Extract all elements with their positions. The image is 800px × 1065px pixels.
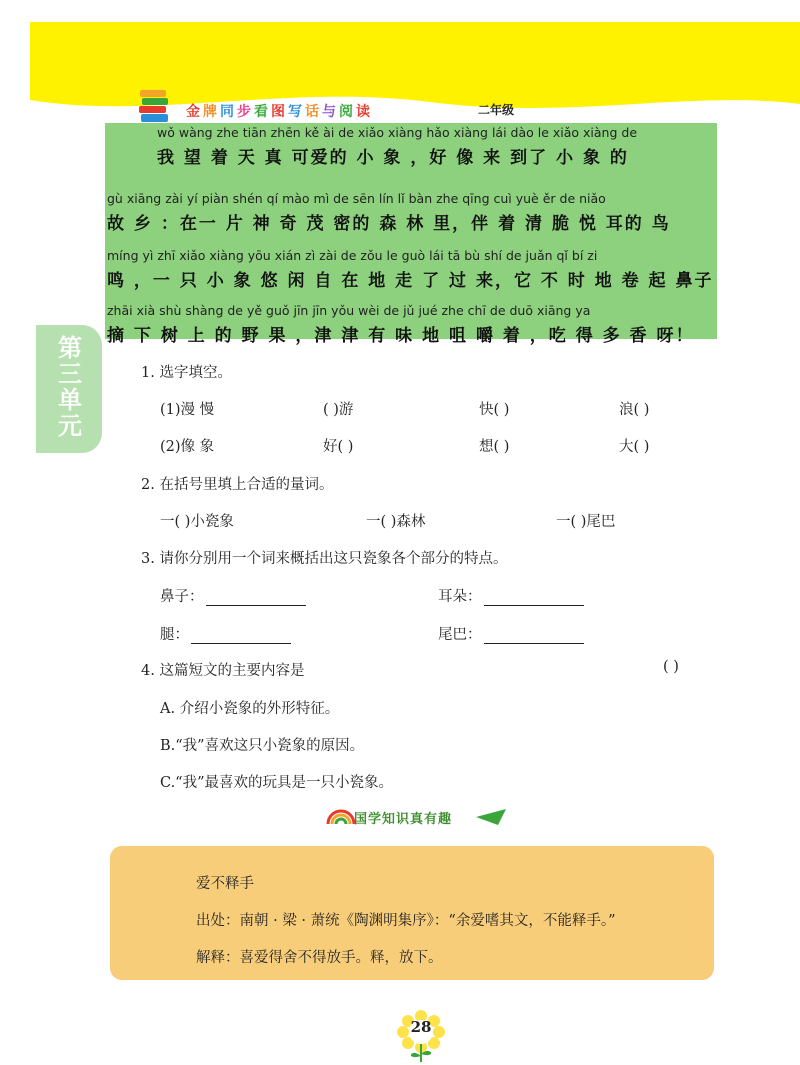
reading-passage [105,123,717,346]
hanzi-line-2: 故 乡 ：在一 片 神 奇 茂 密的 森 林 里，伴 着 清 脆 悦 耳的 鸟 [107,214,671,234]
question-4-title: 4. 这篇短文的主要内容是 [141,663,305,679]
q3-field-ears-line[interactable] [484,591,584,606]
pinyin-line-3: míng yì zhī xiǎo xiàng yōu xián zì zài de zǒu le guò lái tā bù shí de juǎn qǐ bí zi [107,248,598,263]
page-number: 28 [410,1018,432,1036]
q3-field-tail-line[interactable] [484,629,584,644]
q3-field-legs-label: 腿： [160,627,189,643]
series-title-char: 看 [254,104,271,120]
question-2-title: 2. 在括号里填上合适的量词。 [141,477,334,493]
series-title [186,101,373,121]
q1-row1-blank-1[interactable]: ( )游 [323,402,354,418]
books-icon [138,88,170,126]
pinyin-line-2: gù xiāng zài yí piàn shén qí mào mì de sēn lín lǐ bàn zhe qīng cuì yuè ěr de niǎo [107,191,606,206]
q3-field-legs[interactable] [160,623,291,644]
unit-side-tab [36,325,102,453]
pinyin-line-1: wǒ wàng zhe tiān zhēn kě ài de xiǎo xiàng hǎo xiàng lái dào le xiǎo xiàng de [157,125,638,140]
idiom-source: 出处：南朝 · 梁 · 萧统《陶渊明集序》：“余爱嗜其文，不能释手。” [196,913,616,929]
q3-field-nose[interactable] [160,585,306,606]
q3-field-nose-label: 鼻子： [160,589,204,605]
idiom-explanation: 解释：喜爱得舍不得放手。释，放下。 [196,950,443,966]
q3-field-legs-line[interactable] [191,629,291,644]
culture-banner [326,802,510,830]
q1-row2-blank-2[interactable]: 想( ) [479,439,510,455]
q2-blank-3[interactable]: 一( )尾巴 [556,514,616,530]
hanzi-line-1: 我 望 着 天 真 可爱的 小 象 ，好 像 来 到了 小 象 的 [157,148,629,168]
q1-row2-label: (2)像 象 [160,439,215,455]
idiom-box [110,846,714,980]
culture-banner-label: 国学知识真有趣 [354,812,453,827]
grade-label: 二年级 [478,103,515,117]
q1-row1-blank-3[interactable]: 浪( ) [619,402,650,418]
q1-row1-blank-2[interactable]: 快( ) [479,402,510,418]
q4-answer-blank[interactable]: ( ) [663,659,679,675]
series-title-char: 牌 [203,104,220,120]
q4-option-c[interactable]: C.“我”最喜欢的玩具是一只小瓷象。 [160,775,394,791]
q2-blank-1[interactable]: 一( )小瓷象 [160,514,234,530]
q3-field-tail[interactable] [438,623,584,644]
q3-field-ears-label: 耳朵： [438,589,482,605]
series-title-char: 步 [237,104,254,120]
question-3-title: 3. 请你分别用一个词来概括出这只瓷象各个部分的特点。 [141,551,508,567]
series-title-char: 写 [288,104,305,120]
series-title-char: 同 [220,104,237,120]
q3-field-tail-label: 尾巴： [438,627,482,643]
q1-row1-label: (1)漫 慢 [160,402,215,418]
pinyin-line-4: zhāi xià shù shàng de yě guǒ jīn jīn yǒu wèi de jǔ jué zhe chī de duō xiāng ya [107,303,591,318]
q3-field-nose-line[interactable] [206,591,306,606]
q1-row2-blank-1[interactable]: 好( ) [323,439,354,455]
q4-option-a[interactable]: A. 介绍小瓷象的外形特征。 [160,701,340,717]
q2-blank-2[interactable]: 一( )森林 [366,514,426,530]
series-title-char: 图 [271,104,288,120]
series-title-char: 与 [322,104,339,120]
unit-tab-label: 第三单元 [58,334,82,440]
q1-row2-blank-3[interactable]: 大( ) [619,439,650,455]
series-title-char: 阅 [339,104,356,120]
series-title-char: 读 [356,104,373,120]
rainbow-icon [326,806,356,826]
paper-plane-icon [476,809,506,825]
series-title-char: 金 [186,104,203,120]
hanzi-line-4: 摘 下 树 上 的 野 果 ，津 津 有 味 地 咀 嚼 着 ，吃 得 多 香 呀！ [107,326,695,346]
question-1-title: 1. 选字填空。 [141,365,232,381]
q3-field-ears[interactable] [438,585,584,606]
hanzi-line-3: 鸣 ，一 只 小 象 悠 闲 自 在 地 走 了 过 来，它 不 时 地 卷 起 鼻子 [107,271,714,291]
series-title-char: 话 [305,104,322,120]
q4-option-b[interactable]: B.“我”喜欢这只小瓷象的原因。 [160,738,365,754]
idiom-title: 爱不释手 [196,876,254,892]
